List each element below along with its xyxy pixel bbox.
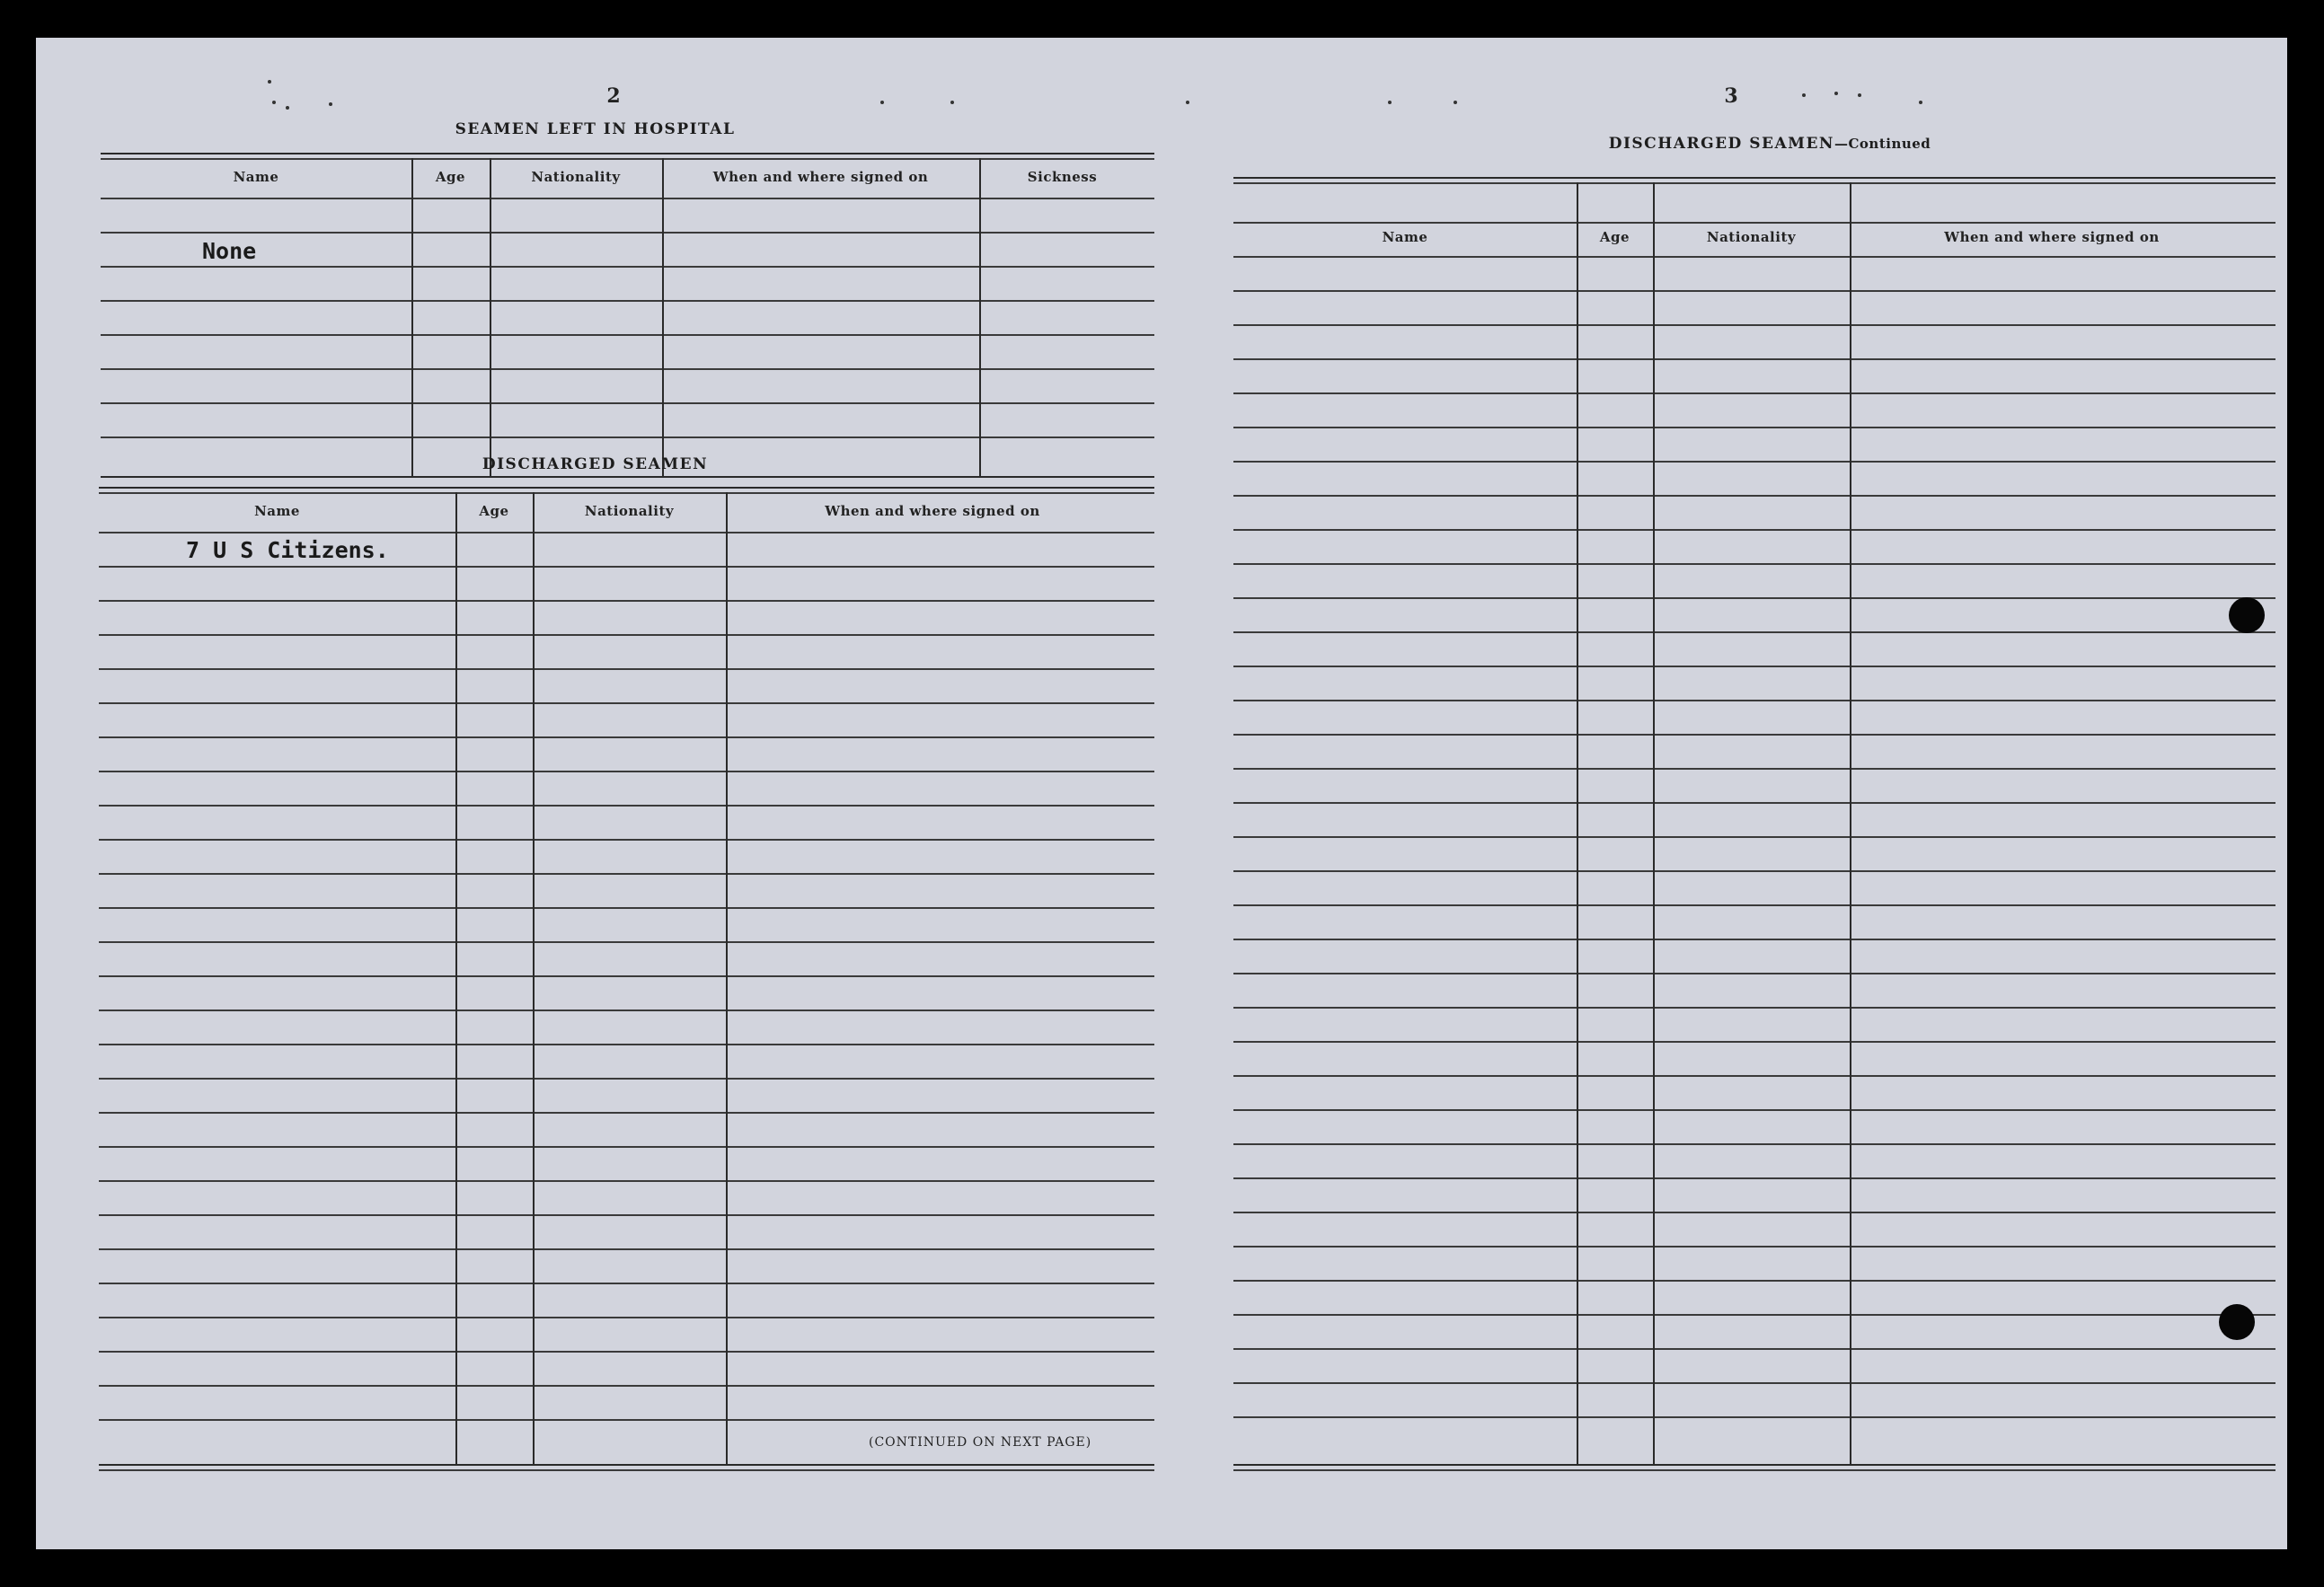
ink-speck bbox=[950, 101, 954, 104]
right-page-number: 3 bbox=[1724, 84, 1738, 108]
document-sheet bbox=[36, 38, 2287, 1549]
discharged-continued-title-suffix: —Continued bbox=[1834, 136, 1931, 152]
discharged-row-1-name: 7 U S Citizens. bbox=[186, 537, 389, 563]
continued-col-name: Name bbox=[1382, 229, 1428, 245]
discharged-continued-title bbox=[1231, 135, 2287, 153]
discharged-table bbox=[99, 487, 1154, 1475]
punch-hole-upper bbox=[2229, 597, 2265, 633]
discharged-continued-table bbox=[1233, 177, 2275, 1479]
continued-footer: (CONTINUED ON NEXT PAGE) bbox=[869, 1435, 1092, 1450]
hospital-col-nationality: Nationality bbox=[531, 169, 621, 185]
ink-speck bbox=[329, 102, 332, 106]
discharged-col-age: Age bbox=[479, 503, 509, 519]
continued-col-nationality: Nationality bbox=[1706, 229, 1797, 245]
hospital-col-age: Age bbox=[435, 169, 466, 185]
continued-col-when-where: When and where signed on bbox=[1944, 229, 2160, 245]
ink-speck bbox=[1388, 101, 1392, 104]
discharged-col-nationality: Nationality bbox=[584, 503, 675, 519]
ink-speck bbox=[1186, 101, 1189, 104]
hospital-table bbox=[101, 153, 1154, 480]
ink-speck bbox=[1834, 92, 1838, 95]
ink-speck bbox=[1802, 93, 1806, 97]
punch-hole-lower bbox=[2219, 1304, 2255, 1340]
ink-speck bbox=[1454, 101, 1457, 104]
left-page-number: 2 bbox=[606, 84, 621, 108]
ink-speck bbox=[268, 80, 271, 84]
hospital-col-when-where: When and where signed on bbox=[712, 169, 929, 185]
ink-speck bbox=[286, 106, 289, 110]
continued-col-age: Age bbox=[1599, 229, 1630, 245]
hospital-col-name: Name bbox=[233, 169, 279, 185]
discharged-continued-title-main: DISCHARGED SEAMEN bbox=[1608, 135, 1834, 153]
ink-speck bbox=[1858, 93, 1861, 97]
ink-speck bbox=[1919, 101, 1922, 104]
discharged-section-title: DISCHARGED SEAMEN bbox=[482, 455, 709, 473]
hospital-col-sickness: Sickness bbox=[1027, 169, 1098, 185]
hospital-row-1-name: None bbox=[202, 238, 257, 264]
discharged-col-when-where: When and where signed on bbox=[825, 503, 1040, 519]
discharged-col-name: Name bbox=[254, 503, 300, 519]
hospital-section-title: SEAMEN LEFT IN HOSPITAL bbox=[455, 120, 736, 138]
ink-speck bbox=[880, 101, 884, 104]
ink-speck bbox=[272, 101, 276, 104]
